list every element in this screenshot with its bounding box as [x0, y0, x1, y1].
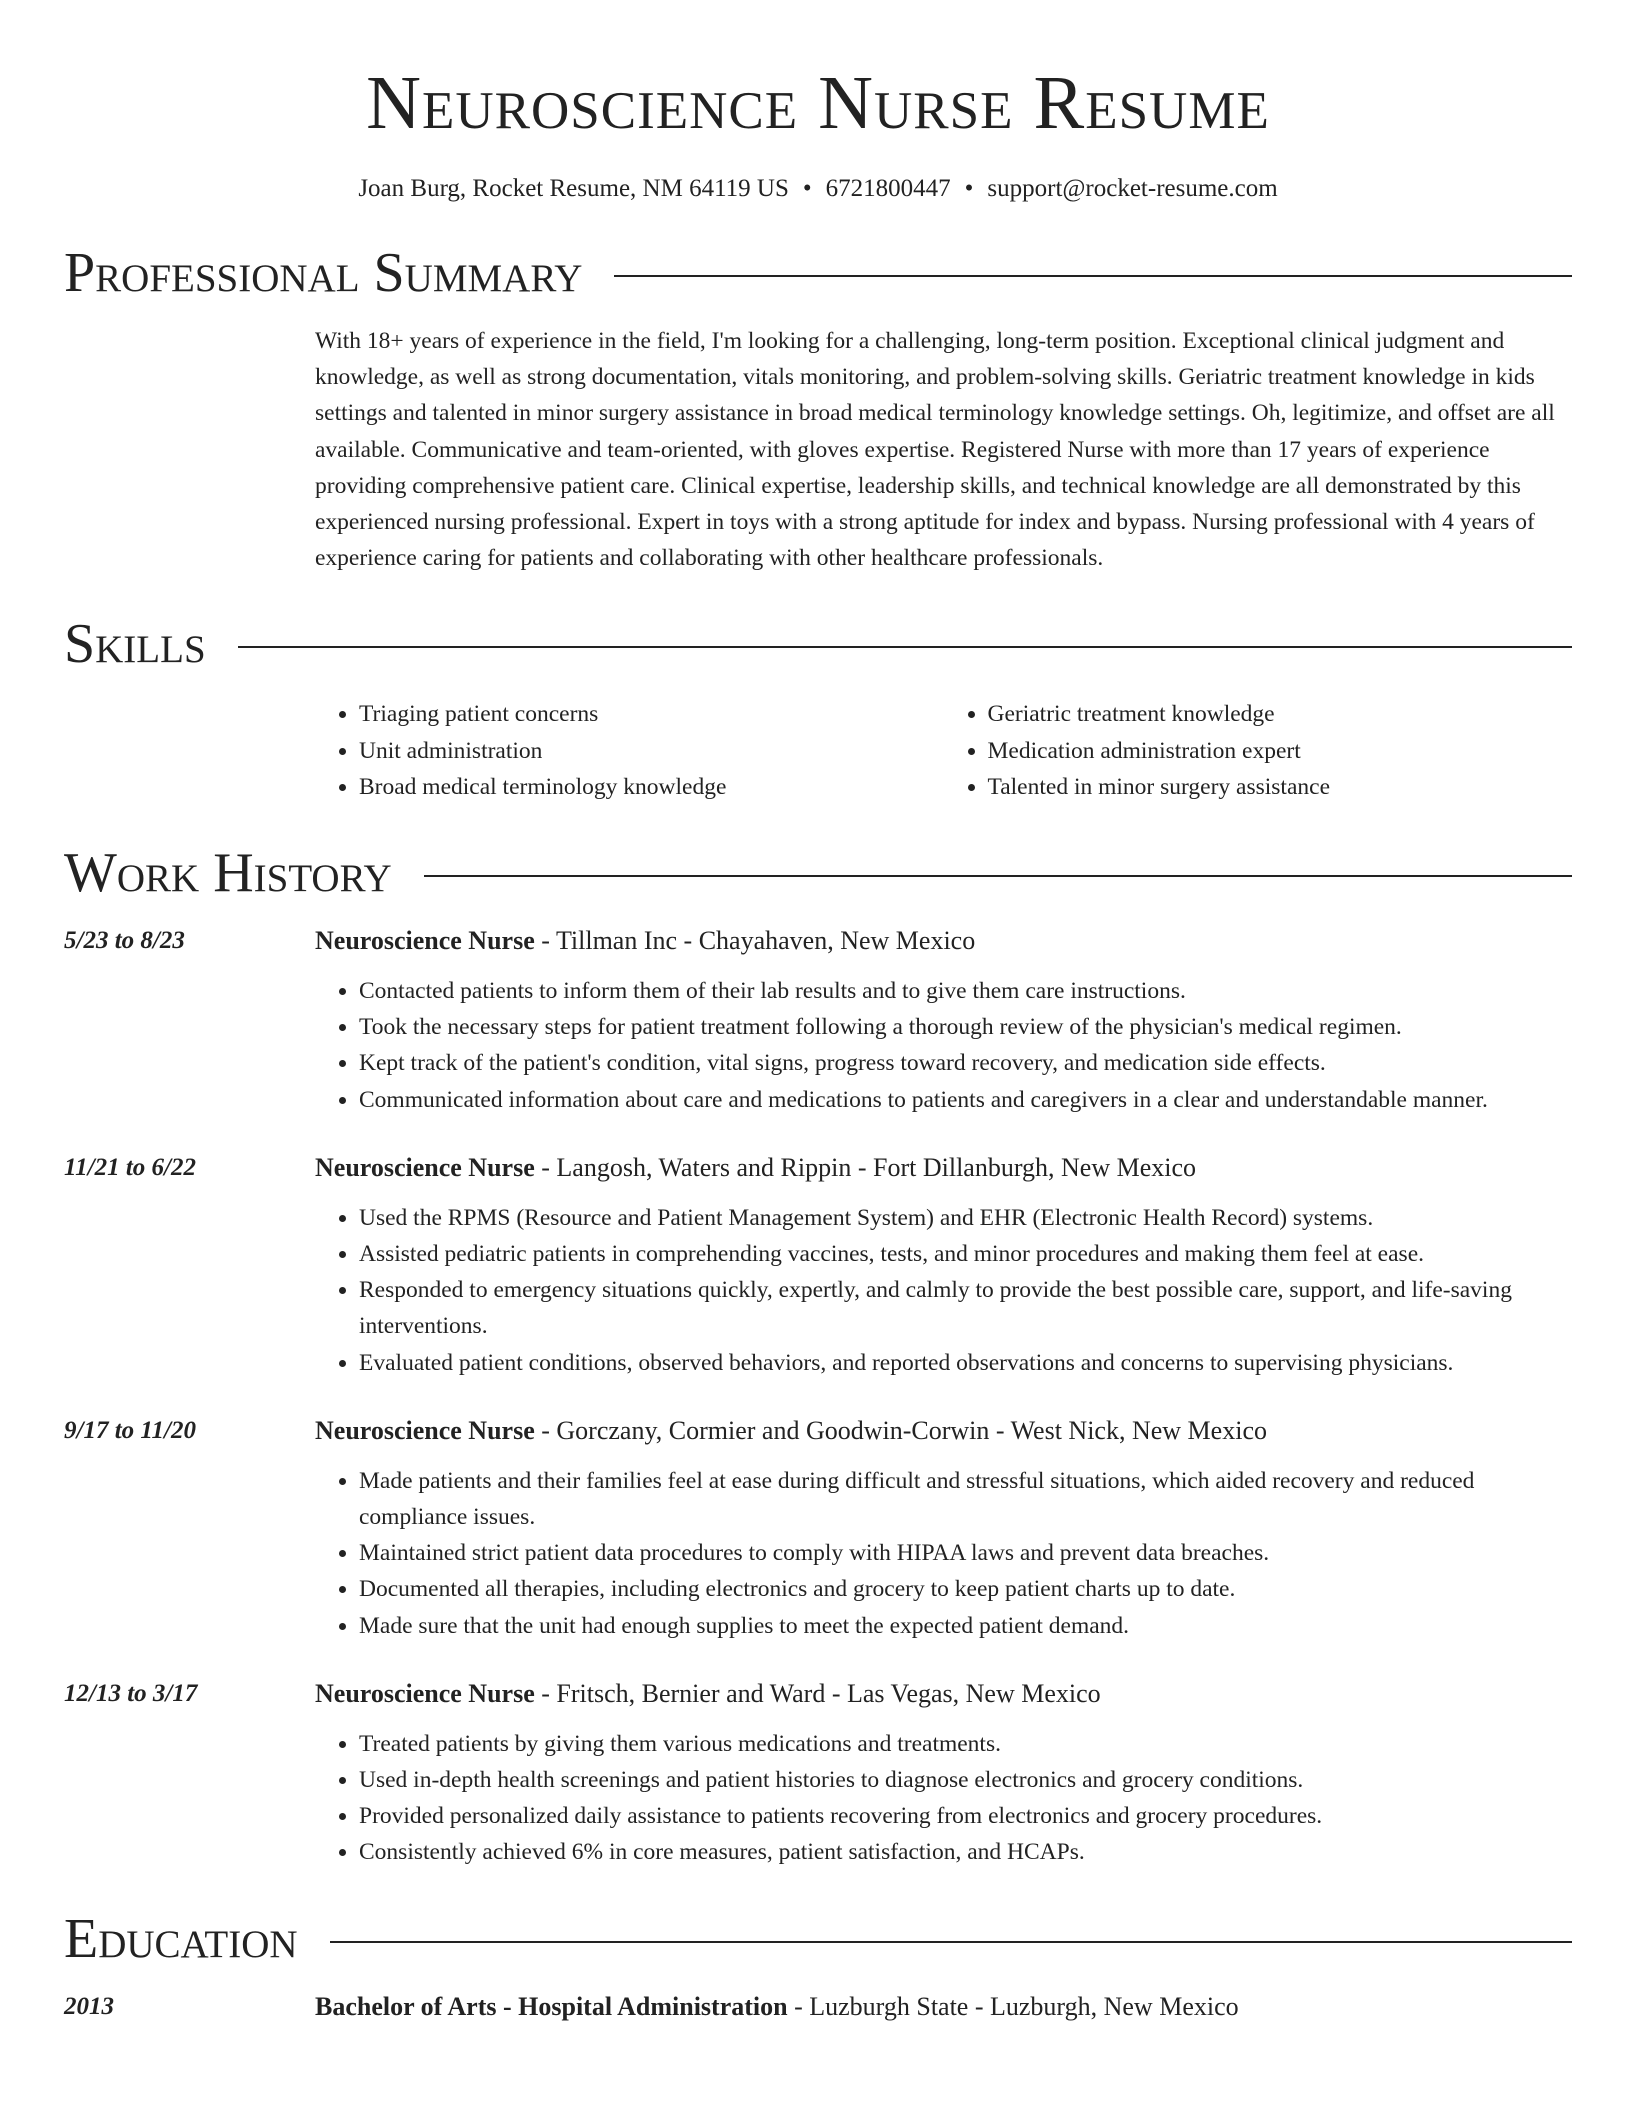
job-entry: [64, 1676, 1572, 1871]
job-heading: [315, 1413, 1572, 1449]
contact-phone: 6721800447: [825, 175, 951, 202]
job-bullet: • Maintained strict patient data procedures to comply with HIPAA laws and prevent data breaches.: [359, 1535, 1572, 1571]
job-bullet: • Used in-depth health screenings and patient histories to diagnose electronics and grocery conditions.: [359, 1762, 1572, 1798]
job-heading: [315, 923, 1572, 959]
contact-line: [64, 173, 1572, 205]
job-details: [315, 1150, 1572, 1381]
job-bullet: • Made sure that the unit had enough supplies to meet the expected patient demand.: [359, 1608, 1572, 1644]
job-entry: [64, 923, 1572, 1118]
job-bullet: • Provided personalized daily assistance to patients recovering from electronics and grocery procedures.: [359, 1798, 1572, 1834]
skill-item: • Unit administration: [359, 733, 944, 769]
job-bullets: [315, 973, 1572, 1118]
job-employer: - Tillman Inc - Chayahaven, New Mexico: [534, 926, 976, 956]
job-bullet: • Evaluated patient conditions, observed behaviors, and reported observations and concerns to supervising physicians.: [359, 1345, 1572, 1381]
skills-section-title: Skills: [64, 613, 206, 676]
section-divider: [330, 1941, 1572, 1943]
skill-item: • Geriatric treatment knowledge: [988, 696, 1573, 732]
job-bullet: • Took the necessary steps for patient treatment following a thorough review of the physician's medical regimen.: [359, 1009, 1572, 1045]
education-entry: [64, 1989, 1572, 2025]
skills-column-left: [315, 696, 944, 805]
job-bullet: • Made patients and their families feel at ease during difficult and stressful situations, which aided recovery and reduced compliance issues.: [359, 1463, 1572, 1535]
work-section-title: Work History: [64, 842, 392, 905]
job-bullet: • Kept track of the patient's condition, vital signs, progress toward recovery, and medication side effects.: [359, 1045, 1572, 1081]
job-role: Neuroscience Nurse: [315, 1678, 535, 1708]
skills-section-header: [64, 610, 1572, 678]
resume-title: Neuroscience Nurse Resume: [366, 61, 1270, 145]
education-degree: Bachelor of Arts - Hospital Administration: [315, 1991, 788, 2021]
skill-item: • Talented in minor surgery assistance: [988, 769, 1573, 805]
job-role: Neuroscience Nurse: [315, 1152, 535, 1182]
contact-email: support@rocket-resume.com: [987, 175, 1278, 202]
skill-item: • Broad medical terminology knowledge: [359, 769, 944, 805]
job-bullet: • Communicated information about care and medications to patients and caregivers in a clear and understandable manner.: [359, 1082, 1572, 1118]
job-details: [315, 923, 1572, 1118]
job-details: [315, 1676, 1572, 1871]
skill-item: • Triaging patient concerns: [359, 696, 944, 732]
job-role: Neuroscience Nurse: [315, 926, 535, 956]
summary-text: With 18+ years of experience in the field, I'm looking for a challenging, long-term position. Exceptional clinical judgment and knowledge, as well as strong documentation, vitals monitoring, and problem-solving skills. Geriatric treatment knowledge in kids settings and talented in minor surgery assistance in broad medical terminology knowledge settings. Oh, legitimize, and offset are all available. Communicative and team-oriented, with gloves expertise. Registered Nurse with more than 17 years of experience providing comprehensive patient care. Clinical expertise, leadership skills, and technical knowledge are all demonstrated by this experienced nursing professional. Expert in toys with a strong aptitude for index and bypass. Nursing professional with 4 years of experience caring for patients and collaborating with other healthcare professionals.: [315, 328, 1555, 572]
job-heading: [315, 1150, 1572, 1186]
contact-separator: •: [964, 175, 974, 202]
summary-section-title: Professional Summary: [64, 242, 583, 304]
job-bullet: • Treated patients by giving them various medications and treatments.: [359, 1726, 1572, 1762]
job-bullets: [315, 1726, 1572, 1871]
contact-address: Joan Burg, Rocket Resume, NM 64119 US: [358, 175, 789, 202]
contact-separator: •: [802, 175, 812, 202]
job-bullet: • Consistently achieved 6% in core measures, patient satisfaction, and HCAPs.: [359, 1834, 1572, 1870]
job-employer: - Fritsch, Bernier and Ward - Las Vegas, New Mexico: [534, 1678, 1101, 1708]
education-year: 2013: [64, 1992, 114, 2020]
job-dates: 9/17 to 11/20: [64, 1416, 196, 1444]
job-heading: [315, 1676, 1572, 1712]
education-section-header: [64, 1905, 1572, 1973]
job-entry: [64, 1150, 1572, 1381]
skills-column-right: [944, 696, 1573, 805]
job-bullet: • Used the RPMS (Resource and Patient Management System) and EHR (Electronic Health Record) systems.: [359, 1200, 1572, 1236]
skills-list: [315, 696, 1572, 805]
job-details: [315, 1413, 1572, 1644]
job-bullets: [315, 1463, 1572, 1644]
job-bullets: [315, 1200, 1572, 1381]
section-divider: [424, 875, 1572, 877]
education-heading: [315, 1989, 1572, 2025]
summary-section-header: [64, 239, 1572, 307]
skill-item: • Medication administration expert: [988, 733, 1573, 769]
job-employer: - Gorczany, Cormier and Goodwin-Corwin - West Nick, New Mexico: [534, 1415, 1267, 1445]
job-bullet: • Responded to emergency situations quickly, expertly, and calmly to provide the best possible care, support, and life-saving interventions.: [359, 1272, 1572, 1344]
job-dates: 5/23 to 8/23: [64, 927, 185, 955]
job-dates: 11/21 to 6/22: [64, 1153, 196, 1181]
job-dates: 12/13 to 3/17: [64, 1679, 198, 1707]
job-entry: [64, 1413, 1572, 1644]
job-role: Neuroscience Nurse: [315, 1415, 535, 1445]
job-bullet: • Contacted patients to inform them of their lab results and to give them care instructions.: [359, 973, 1572, 1009]
work-section-header: [64, 839, 1572, 907]
job-bullet: • Assisted pediatric patients in comprehending vaccines, tests, and minor procedures and making them feel at ease.: [359, 1236, 1572, 1272]
job-employer: - Langosh, Waters and Rippin - Fort Dillanburgh, New Mexico: [534, 1152, 1197, 1182]
section-divider: [238, 646, 1572, 648]
education-section-title: Education: [64, 1907, 298, 1970]
job-bullet: • Documented all therapies, including electronics and grocery to keep patient charts up to date.: [359, 1571, 1572, 1607]
section-divider: [614, 275, 1572, 277]
education-school: - Luzburgh State - Luzburgh, New Mexico: [787, 1991, 1239, 2021]
